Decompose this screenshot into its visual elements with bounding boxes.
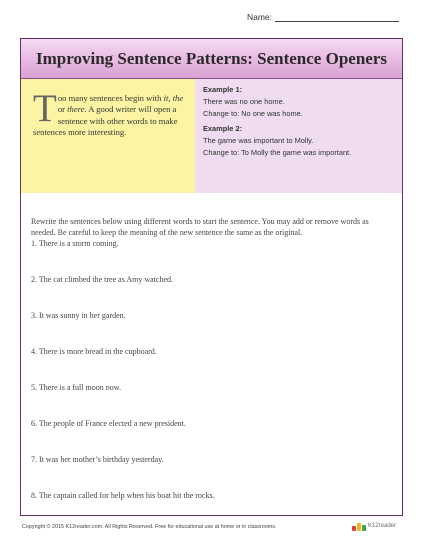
question-4: 4. There is more bread in the cupboard.	[31, 347, 157, 356]
logo-mark-icon	[352, 521, 366, 531]
question-5: 5. There is a full moon now.	[31, 383, 121, 392]
question-8: 8. The captain called for help when his boat hit the rocks.	[31, 491, 215, 500]
intro-part1: oo many sentences begin with	[57, 93, 164, 103]
intro-sep1: ,	[168, 93, 173, 103]
dropcap: T	[33, 87, 57, 130]
example2-heading: Example 2:	[203, 124, 243, 133]
copyright-footer: Copyright © 2015 K12reader.com. All Rights Reserved. Free for educational use at home or in classrooms.	[22, 524, 277, 530]
worksheet-frame	[20, 38, 403, 516]
title-bar	[21, 39, 402, 79]
name-field[interactable]	[247, 12, 399, 22]
name-label: Name:	[246, 12, 272, 22]
name-line[interactable]	[275, 12, 399, 22]
example1-sentence: There was no one home.	[203, 97, 285, 106]
question-7: 7. It was her mother’s birthday yesterday.	[31, 455, 164, 464]
intro-there: there	[67, 104, 85, 115]
example2-sentence: The game was important to Molly.	[203, 136, 314, 145]
k12reader-logo	[352, 521, 396, 531]
examples-box	[195, 79, 402, 193]
worksheet-title: Improving Sentence Patterns: Sentence Openers	[36, 48, 387, 68]
intro-part2: . A good writer will open a sentence with other words to make sentences more interesting.	[33, 104, 178, 137]
example2-change: Change to: To Molly the game was important.	[203, 148, 352, 157]
directions: Rewrite the sentences below using different words to start the sentence. You may add or remove words as needed. Be careful to keep the meaning of the new sentence the same as the original.	[31, 217, 369, 237]
example1-heading: Example 1:	[203, 85, 243, 94]
intro-the: the	[172, 93, 184, 103]
intro-it: it	[163, 93, 169, 103]
logo-text: K12reader	[368, 523, 397, 529]
question-6: 6. The people of France elected a new president.	[31, 419, 186, 428]
intro-sep2: or	[57, 104, 68, 115]
example1-change: Change to: No one was home.	[203, 109, 303, 118]
intro-text	[33, 87, 187, 138]
question-2: 2. The cat climbed the tree as Amy watched.	[31, 275, 174, 284]
intro-box	[21, 79, 195, 193]
question-3: 3. It was sunny in her garden.	[31, 311, 126, 320]
question-1: 1. There is a storm coming.	[31, 239, 119, 248]
